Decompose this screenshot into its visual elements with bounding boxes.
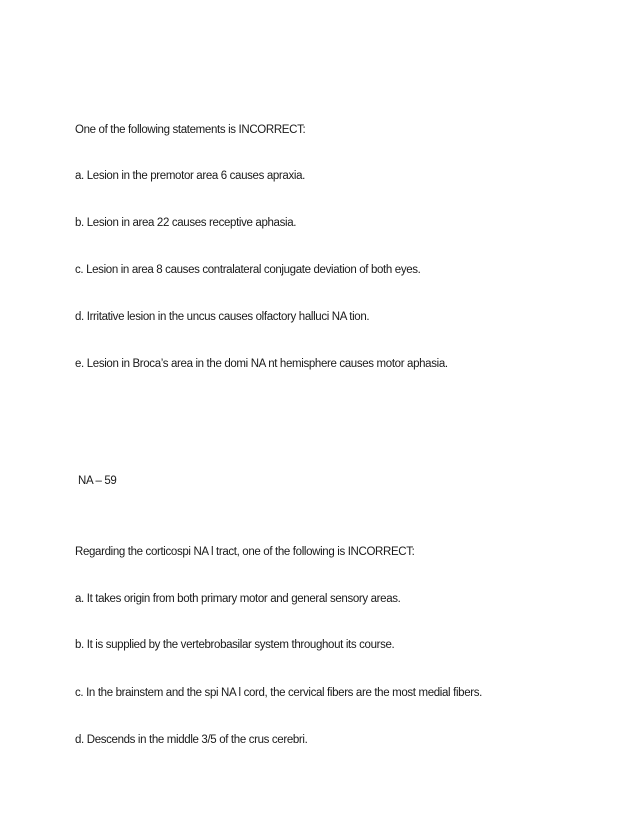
question-1-option-b: b. Lesion in area 22 causes receptive aphasia. [75,217,297,229]
question-2-option-a: a. It takes origin from both primary motor and general sensory areas. [75,593,401,605]
question-2-stem: Regarding the corticospi NA l tract, one of the following is INCORRECT: [75,546,415,558]
question-1-option-c: c. Lesion in area 8 causes contralateral conjugate deviation of both eyes. [75,264,421,276]
question-2-option-b: b. It is supplied by the vertebrobasilar system throughout its course. [75,639,395,651]
question-1-option-d: d. Irritative lesion in the uncus causes olfactory halluci NA tion. [75,311,370,323]
question-1-option-a: a. Lesion in the premotor area 6 causes apraxia. [75,170,305,182]
question-2-option-c: c. In the brainstem and the spi NA l cord, the cervical fibers are the most medial fibers. [75,687,482,699]
question-1-stem: One of the following statements is INCORRECT: [75,124,306,136]
question-label: NA – 59 [78,475,117,487]
question-2-option-d: d. Descends in the middle 3/5 of the crus cerebri. [75,734,308,746]
question-1-option-e: e. Lesion in Broca’s area in the domi NA nt hemisphere causes motor aphasia. [75,358,448,370]
